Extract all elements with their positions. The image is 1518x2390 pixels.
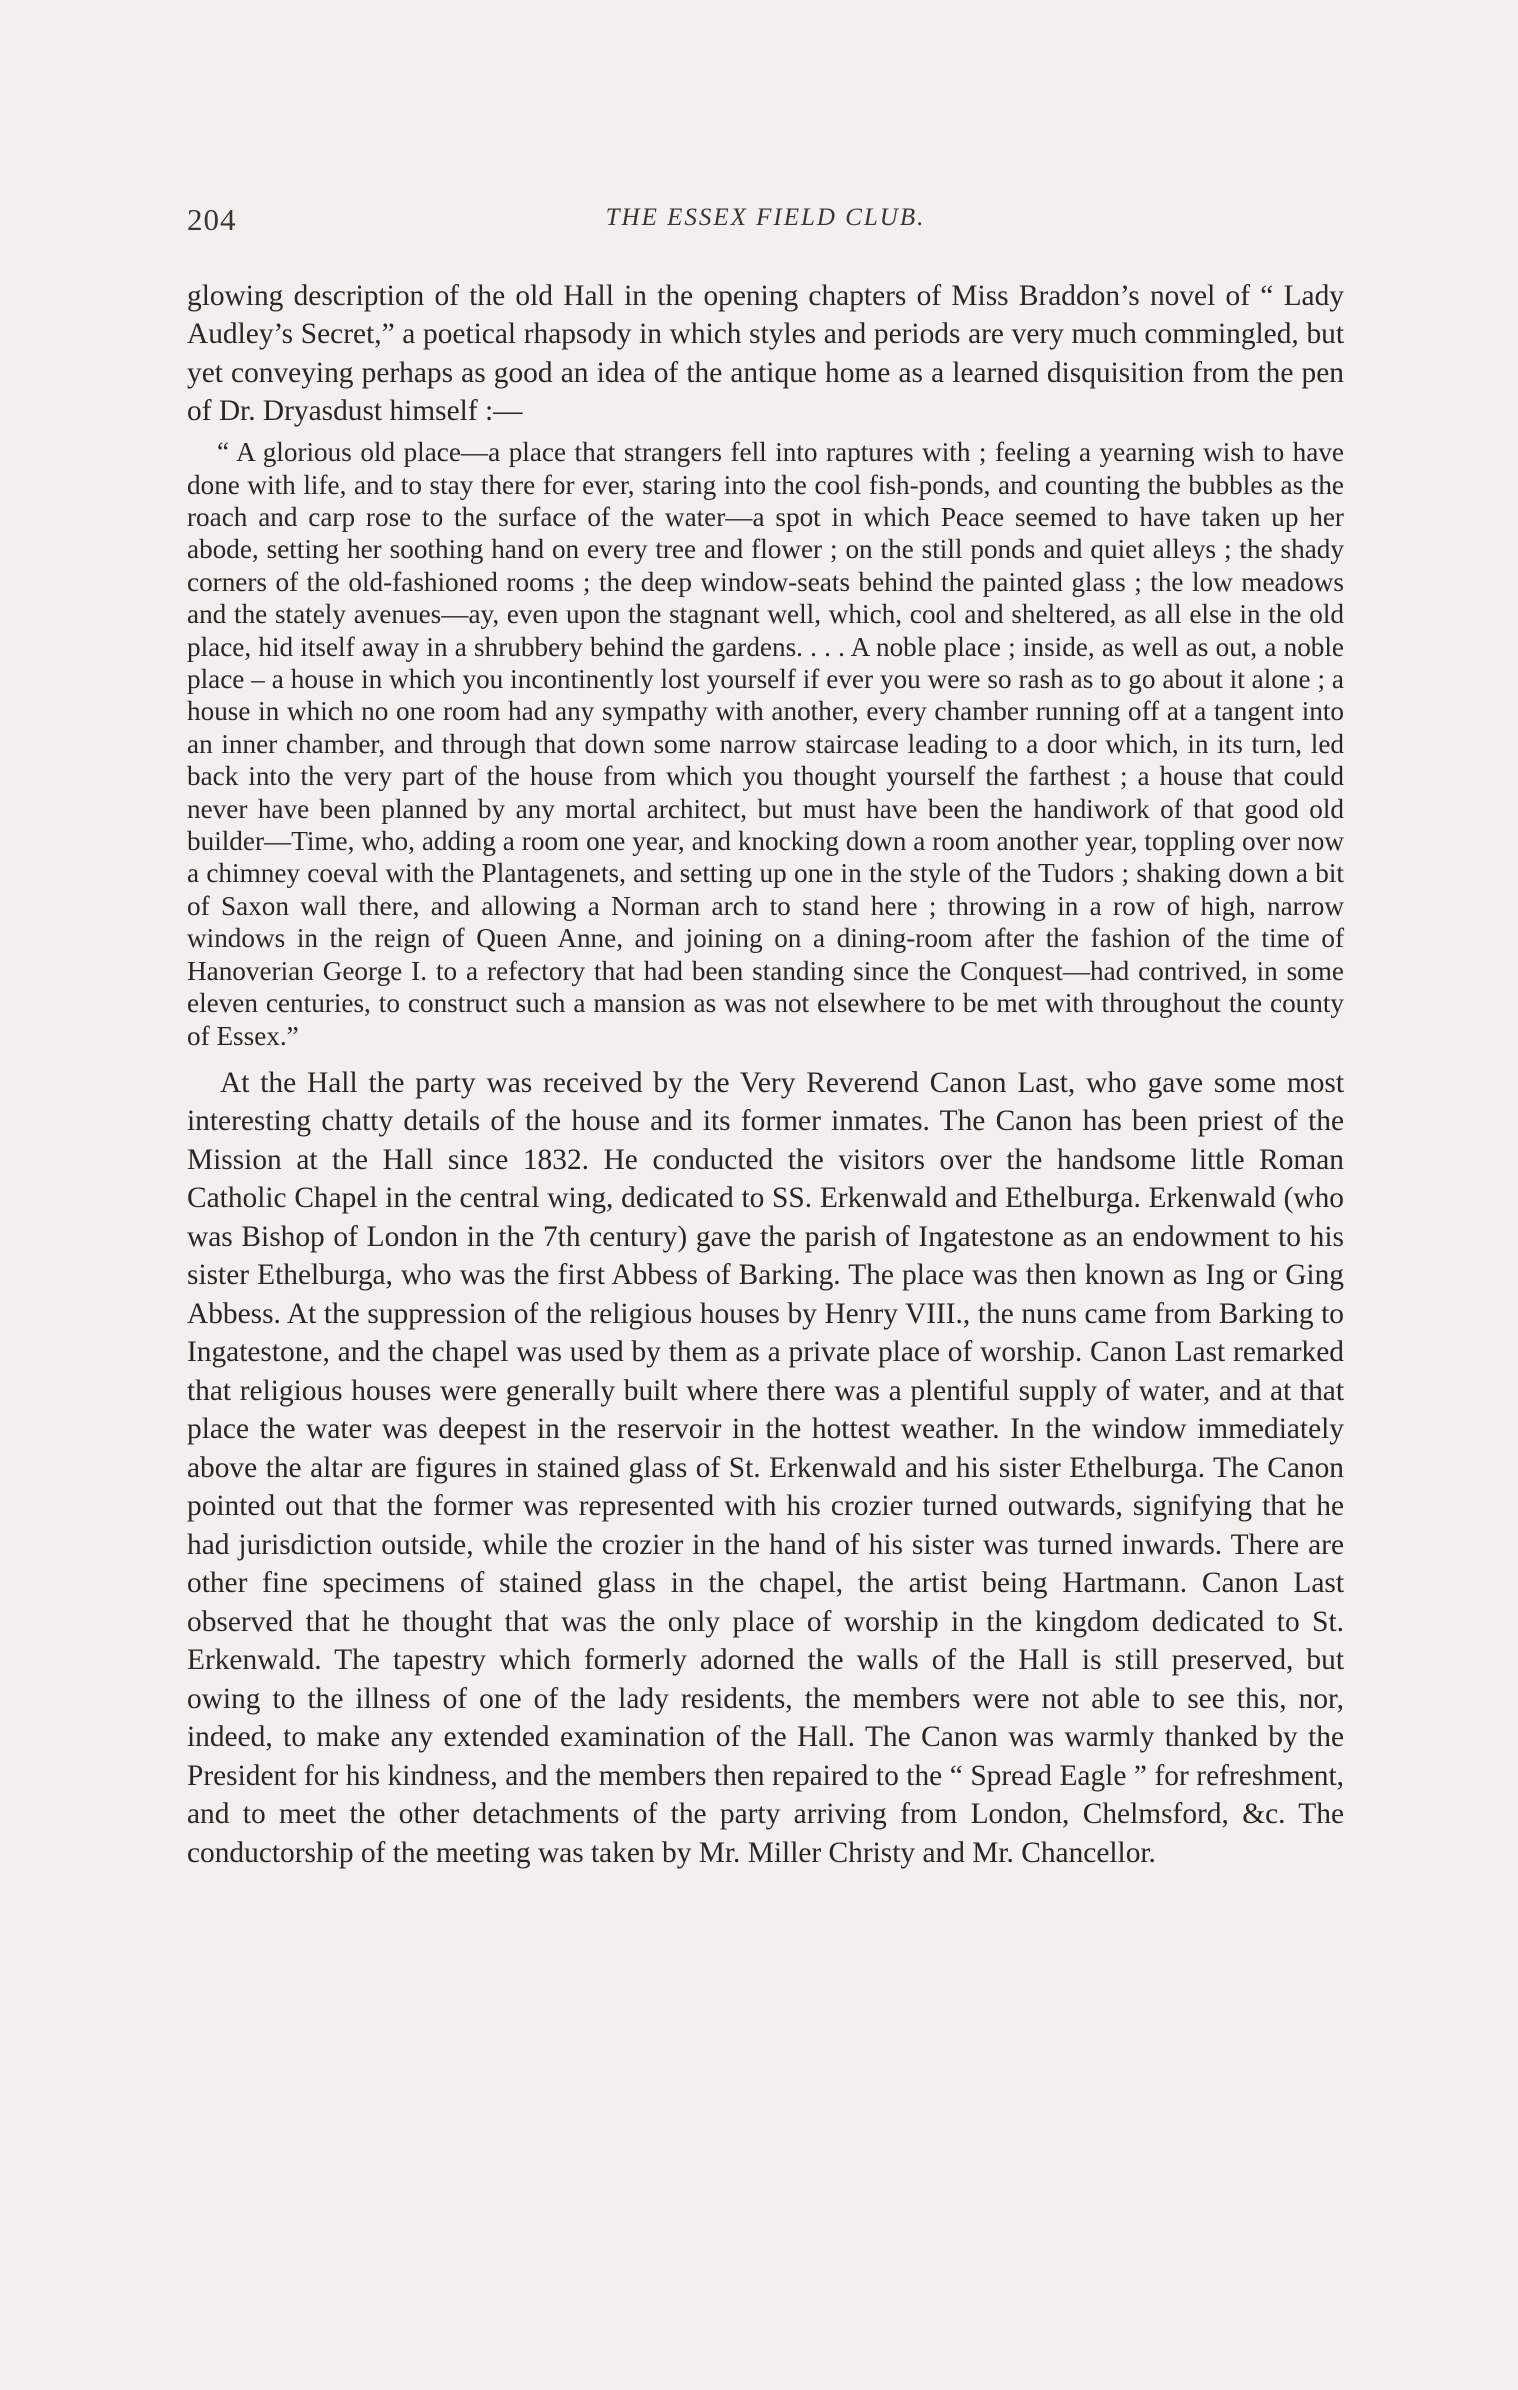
page-number: 204 [187, 202, 237, 237]
block-quotation: “ A glorious old place—a place that strangers fell into raptures with ; feeling a yearning wish to have done with life, and to stay there for ever, staring into the cool fish-ponds, and counting the bubbles as the roach and carp rose to the surface of the water—a spot in which Peace seemed to have taken up her abode, setting her soothing hand on every tree and flower ; on the still ponds and quiet alleys ; the shady corners of the old-fashioned rooms ; the deep window-seats behind the painted glass ; the low meadows and the stately avenues—ay, even upon the stagnant well, which, cool and sheltered, as all else in the old place, hid itself away in a shrubbery behind the gardens. . . . A noble place ; inside, as well as out, a noble place – a house in which you incontinently lost yourself if ever you were so rash as to go about it alone ; a house in which no one room had any sympathy with another, every chamber running off at a tangent into an inner chamber, and through that down some narrow staircase leading to a door which, in its turn, led back into the very part of the house from which you thought yourself the farthest ; a house that could never have been planned by any mortal architect, but must have been the handiwork of that good old builder—Time, who, adding a room one year, and knocking down a room another year, toppling over now a chimney coeval with the Plantagenets, and setting up one in the style of the Tudors ; shaking down a bit of Saxon wall there, and allowing a Norman arch to stand here ; throwing in a row of high, narrow windows in the reign of Queen Anne, and joining on a dining-room after the fashion of the time of Hanoverian George I. to a refectory that had been standing since the Conquest—had contrived, in some eleven centuries, to construct such a mansion as was not elsewhere to be met with throughout the county of Essex.” [187, 437, 1344, 1051]
body-paragraph-1: glowing description of the old Hall in the opening chapters of Miss Braddon’s novel of “ Lady Audley’s Secret,” a poetical rhapsody in which styles and periods are very much commingled, but yet conveying perhaps as good an idea of the antique home as a learned disquisition from the pen of Dr. Dryasdust himself :— [187, 280, 1344, 427]
page-header [187, 202, 1344, 242]
running-title: THE ESSEX FIELD CLUB. [605, 204, 926, 231]
page-body [187, 277, 1344, 1872]
body-paragraph-2: At the Hall the party was received by the Very Reverend Canon Last, who gave some most interesting chatty details of the house and its former inmates. The Canon has been priest of the Mission at the Hall since 1832. He conducted the visitors over the handsome little Roman Catholic Chapel in the central wing, dedicated to SS. Erkenwald and Ethelburga. Erkenwald (who was Bishop of London in the 7th century) gave the parish of Ingatestone as an endowment to his sister Ethelburga, who was the first Abbess of Barking. The place was then known as Ing or Ging Abbess. At the suppression of the religious houses by Henry VIII., the nuns came from Barking to Ingatestone, and the chapel was used by them as a private place of worship. Canon Last remarked that religious houses were generally built where there was a plentiful supply of water, and at that place the water was deepest in the reservoir in the hottest weather. In the window immediately above the altar are figures in stained glass of St. Erkenwald and his sister Ethelburga. The Canon pointed out that the former was represented with his crozier turned outwards, signifying that he had jurisdiction outside, while the crozier in the hand of his sister was turned inwards. There are other fine specimens of stained glass in the chapel, the artist being Hartmann. Canon Last observed that he thought that was the only place of worship in the kingdom dedicated to St. Erkenwald. The tapestry which formerly adorned the walls of the Hall is still preserved, but owing to the illness of one of the lady residents, the members were not able to see this, nor, indeed, to make any extended examination of the Hall. The Canon was warmly thanked by the President for his kindness, and the members then repaired to the “ Spread Eagle ” for refreshment, and to meet the other detachments of the party arriving from London, Chelmsford, &c. The conductorship of the meeting was taken by Mr. Miller Christy and Mr. Chancellor. [187, 1066, 1344, 1869]
